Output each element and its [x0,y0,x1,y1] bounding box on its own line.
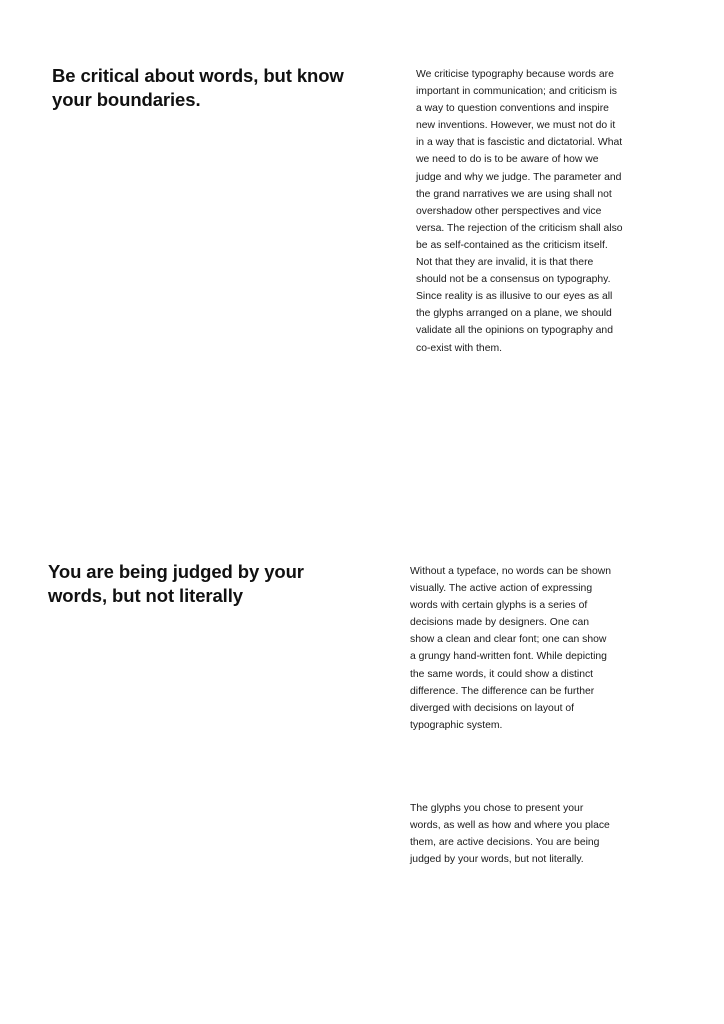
body-line: words, as well as how and where you place [410,820,610,832]
body-line: new inventions. However, we must not do it [416,120,616,132]
body-line: words with certain glyphs is a series of [410,600,588,612]
body-line: we need to do is to be aware of how we [416,154,599,166]
body-line: overshadow other perspectives and vice [416,205,602,217]
section-2-body [410,563,650,734]
body-line: the grand narratives we are using shall not [416,188,612,200]
body-line: a way to question conventions and inspire [416,103,609,115]
body-line: important in communication; and criticism is [416,86,617,98]
body-line: judge and why we judge. The parameter and [416,171,622,183]
body-line: The glyphs you chose to present your [410,803,584,814]
body-line: Since reality is as illusive to our eyes as all [416,291,613,303]
body-line: diverged with decisions on layout of [410,702,575,714]
section-1-heading [52,64,382,112]
heading-line: Be critical about words, but know [52,65,344,86]
body-line: be as self-contained as the criticism itself. [416,239,608,251]
body-line: show a clean and clear font; one can show [410,634,607,646]
body-line: versa. The rejection of the criticism shall also [416,222,623,234]
body-line: a grungy hand-written font. While depicting [410,651,607,663]
section-1-body [416,66,656,357]
body-line: the glyphs arranged on a plane, we should [416,308,612,320]
body-line: validate all the opinions on typography and [416,325,613,337]
section-2-heading [48,560,358,608]
body-line: judged by your words, but not literally. [410,854,584,866]
heading-line: your boundaries. [52,89,201,110]
body-line: We criticise typography because words are [416,69,614,80]
body-line: should not be a consensus on typography. [416,274,611,286]
body-line: Not that they are invalid, it is that there [416,257,594,269]
heading-line: You are being judged by your [48,561,304,582]
body-line: Without a typeface, no words can be shown [410,566,611,577]
body-line: visually. The active action of expressing [410,583,593,595]
body-line: them, are active decisions. You are being [410,837,600,849]
heading-line: words, but not literally [48,585,243,606]
body-line: the same words, it could show a distinct [410,668,594,680]
body-line: decisions made by designers. One can [410,617,590,629]
body-line: in a way that is fascistic and dictatorial. What [416,137,623,149]
body-line: co-exist with them. [416,342,503,354]
body-line: typographic system. [410,719,503,731]
section-2-body-second-paragraph [410,800,650,868]
body-line: difference. The difference can be further [410,685,595,697]
